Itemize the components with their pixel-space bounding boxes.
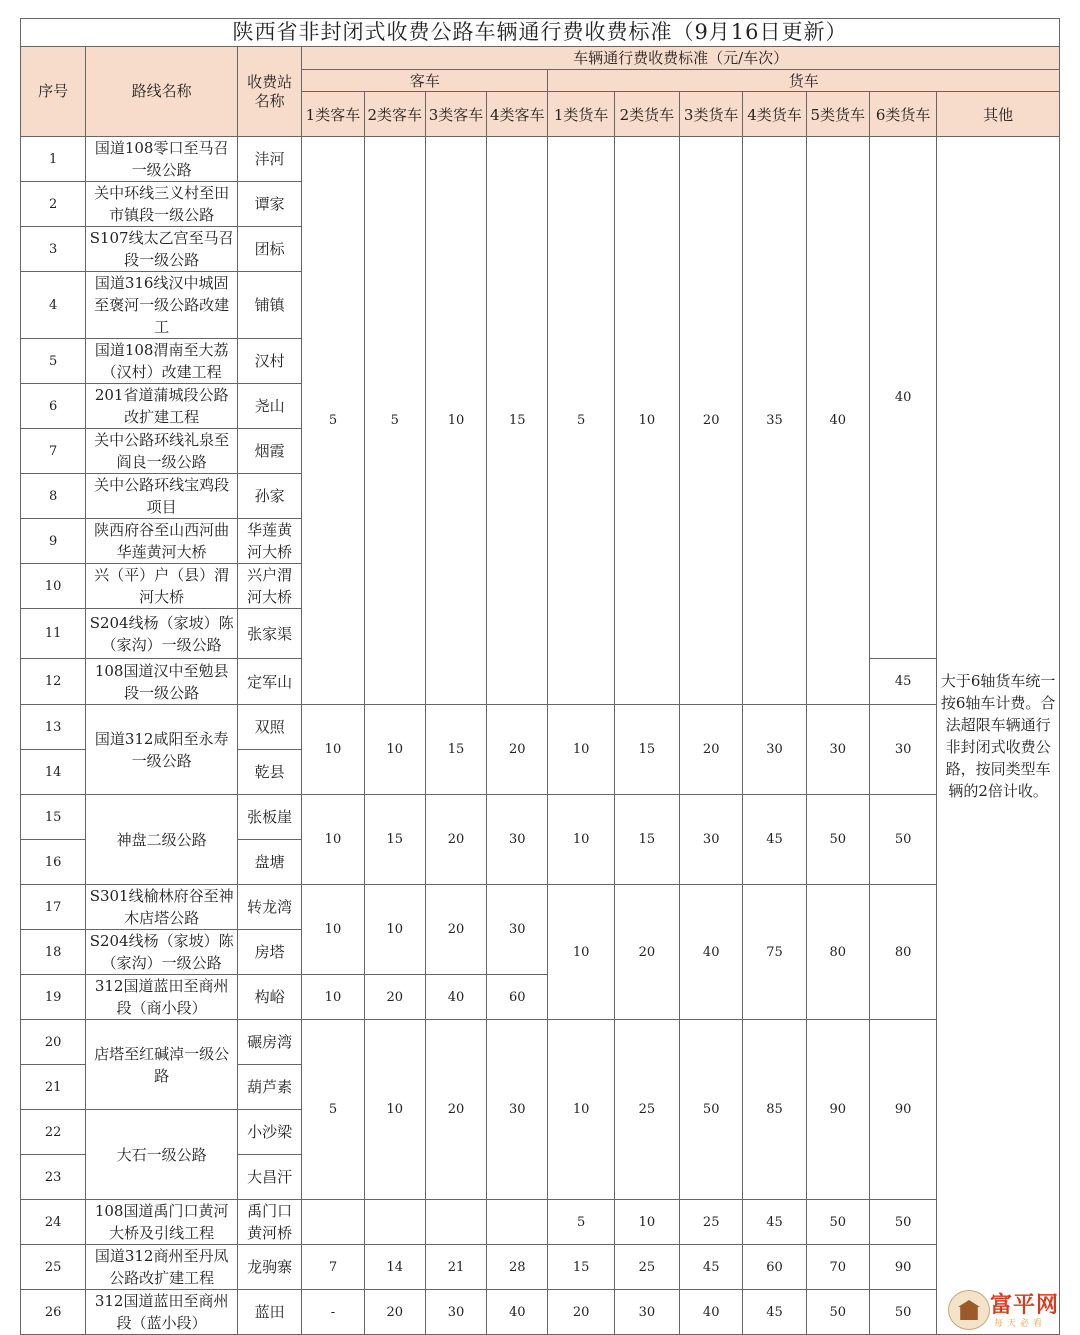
header-truck-class: 5类货车	[806, 92, 869, 137]
row-index: 7	[21, 429, 86, 474]
table-row	[21, 1245, 1060, 1290]
row-index: 22	[21, 1110, 86, 1155]
fee-cell: 50	[869, 1200, 936, 1245]
row-index: 5	[21, 339, 86, 384]
table-row	[21, 1200, 1060, 1245]
fee-cell: 10	[614, 1200, 679, 1245]
fee-cell: 10	[548, 1020, 614, 1200]
fee-cell: 20	[614, 885, 679, 1020]
fee-cell: 40	[425, 975, 486, 1020]
header-passenger-class: 4类客车	[487, 92, 548, 137]
station-name: 龙驹寨	[238, 1245, 302, 1290]
fee-cell: 30	[680, 795, 743, 885]
row-index: 8	[21, 474, 86, 519]
table-row	[21, 1020, 1060, 1065]
fee-cell: 25	[614, 1245, 679, 1290]
row-index: 17	[21, 885, 86, 930]
station-name: 房塔	[238, 930, 302, 975]
toll-table	[20, 46, 1060, 1335]
fee-cell: 30	[425, 1290, 486, 1335]
fee-cell: 30	[869, 705, 936, 795]
fee-cell: 14	[364, 1245, 425, 1290]
row-index: 4	[21, 272, 86, 339]
fee-cell: 10	[614, 137, 679, 705]
row-index: 20	[21, 1020, 86, 1065]
route-name: S301线榆林府谷至神木店塔公路	[86, 885, 238, 930]
fee-cell: 40	[680, 885, 743, 1020]
fee-cell: 15	[548, 1245, 614, 1290]
fee-cell: 10	[302, 975, 364, 1020]
station-name: 构峪	[238, 975, 302, 1020]
fee-cell-empty	[487, 1200, 548, 1245]
header-passenger-class: 2类客车	[364, 92, 425, 137]
fee-cell: 45	[743, 1290, 806, 1335]
route-name: 关中公路环线宝鸡段项目	[86, 474, 238, 519]
station-name: 乾县	[238, 750, 302, 795]
header-truck-class: 2类货车	[614, 92, 679, 137]
building-icon	[948, 1290, 990, 1330]
station-name: 烟霞	[238, 429, 302, 474]
fee-cell: 50	[806, 1200, 869, 1245]
fee-cell: 50	[869, 1290, 936, 1335]
fee-cell: 20	[425, 885, 486, 975]
fee-cell: 15	[364, 795, 425, 885]
row-index: 2	[21, 182, 86, 227]
station-name: 禹门口黄河桥	[238, 1200, 302, 1245]
row-index: 1	[21, 137, 86, 182]
station-name: 尧山	[238, 384, 302, 429]
row-index: 25	[21, 1245, 86, 1290]
fee-cell: 5	[548, 1200, 614, 1245]
header-fee-group: 车辆通行费收费标准（元/车次）	[302, 47, 1060, 70]
fee-cell-empty	[425, 1200, 486, 1245]
fee-cell: 45	[869, 659, 936, 705]
fee-cell: 40	[487, 1290, 548, 1335]
route-name: S204线杨（家坡）陈（家沟）一级公路	[86, 930, 238, 975]
fee-cell: 5	[364, 137, 425, 705]
station-name: 盘塘	[238, 840, 302, 885]
fee-cell: 10	[302, 705, 364, 795]
table-row	[21, 795, 1060, 840]
fee-cell: 20	[680, 137, 743, 705]
fee-cell: 7	[302, 1245, 364, 1290]
station-name: 团标	[238, 227, 302, 272]
fee-cell: 15	[487, 137, 548, 705]
row-index: 23	[21, 1155, 86, 1200]
route-name: 国道108零口至马召一级公路	[86, 137, 238, 182]
row-index: 24	[21, 1200, 86, 1245]
fee-cell: 20	[680, 705, 743, 795]
row-index: 19	[21, 975, 86, 1020]
fee-cell: 10	[364, 705, 425, 795]
header-passenger-class: 3类客车	[425, 92, 486, 137]
fee-cell: 20	[548, 1290, 614, 1335]
fee-cell: 15	[614, 705, 679, 795]
fee-cell: 20	[425, 1020, 486, 1200]
fee-cell: 21	[425, 1245, 486, 1290]
fee-cell: 30	[743, 705, 806, 795]
table-row	[21, 705, 1060, 750]
fee-cell: 50	[680, 1020, 743, 1200]
row-index: 18	[21, 930, 86, 975]
station-name: 张板崖	[238, 795, 302, 840]
fee-cell: 30	[614, 1290, 679, 1335]
route-name: 108国道禹门口黄河大桥及引线工程	[86, 1200, 238, 1245]
logo-brand: 富平网	[990, 1293, 1060, 1318]
header-passenger-group: 客车	[302, 70, 548, 92]
fee-cell: 90	[869, 1245, 936, 1290]
row-index: 3	[21, 227, 86, 272]
fee-cell: 10	[302, 795, 364, 885]
fee-cell: 30	[487, 1020, 548, 1200]
route-name: 312国道蓝田至商州段（商小段）	[86, 975, 238, 1020]
station-name: 谭家	[238, 182, 302, 227]
route-name: S204线杨（家坡）陈（家沟）一级公路	[86, 609, 238, 659]
route-name: 陕西府谷至山西河曲华莲黄河大桥	[86, 519, 238, 564]
fee-cell: 10	[364, 1020, 425, 1200]
header-index: 序号	[21, 47, 86, 137]
fee-cell-empty	[364, 1200, 425, 1245]
fee-cell: 30	[487, 795, 548, 885]
page-title: 陕西省非封闭式收费公路车辆通行费收费标准（9月16日更新）	[20, 18, 1060, 46]
fee-cell: 85	[743, 1020, 806, 1200]
station-name: 大昌汗	[238, 1155, 302, 1200]
fee-cell: 80	[869, 885, 936, 1020]
fee-cell: 90	[806, 1020, 869, 1200]
fee-cell: 5	[302, 1020, 364, 1200]
row-index: 26	[21, 1290, 86, 1335]
fee-cell: 20	[487, 705, 548, 795]
fee-cell: 90	[869, 1020, 936, 1200]
header-station: 收费站名称	[238, 47, 302, 137]
station-name: 铺镇	[238, 272, 302, 339]
fee-cell: 40	[680, 1290, 743, 1335]
fee-cell: 40	[806, 137, 869, 705]
fee-cell-empty	[302, 1200, 364, 1245]
route-name: 国道312咸阳至永寿一级公路	[86, 705, 238, 795]
station-name: 碾房湾	[238, 1020, 302, 1065]
fee-cell: 20	[364, 975, 425, 1020]
fee-cell: 20	[364, 1290, 425, 1335]
route-name: 国道312商州至丹凤公路改扩建工程	[86, 1245, 238, 1290]
logo-slogan: 每天必看	[994, 1319, 1047, 1329]
station-name: 孙家	[238, 474, 302, 519]
table-row	[21, 137, 1060, 182]
fee-cell: 10	[548, 795, 614, 885]
fee-cell: 25	[614, 1020, 679, 1200]
fee-cell: 45	[743, 795, 806, 885]
other-note: 大于6轴货车统一按6轴车计费。合法超限车辆通行非封闭式收费公路，按同类型车辆的2倍计收。	[937, 137, 1060, 1335]
fee-cell: 30	[487, 885, 548, 975]
fee-cell: 40	[869, 137, 936, 659]
route-name: 108国道汉中至勉县段一级公路	[86, 659, 238, 705]
route-name: 201省道蒲城段公路改扩建工程	[86, 384, 238, 429]
fee-cell: 60	[743, 1245, 806, 1290]
station-name: 沣河	[238, 137, 302, 182]
station-name: 华莲黄河大桥	[238, 519, 302, 564]
row-index: 16	[21, 840, 86, 885]
header-truck-group: 货车	[548, 70, 1060, 92]
header-truck-class: 3类货车	[680, 92, 743, 137]
station-name: 双照	[238, 705, 302, 750]
row-index: 14	[21, 750, 86, 795]
fee-cell: 15	[614, 795, 679, 885]
row-index: 11	[21, 609, 86, 659]
route-name: 国道316线汉中城固至褒河一级公路改建工	[86, 272, 238, 339]
fee-cell: 60	[487, 975, 548, 1020]
station-name: 小沙梁	[238, 1110, 302, 1155]
fee-cell: 25	[680, 1200, 743, 1245]
fee-cell: 20	[425, 795, 486, 885]
route-name: 关中公路环线礼泉至阎良一级公路	[86, 429, 238, 474]
row-index: 10	[21, 564, 86, 609]
fee-cell: 15	[425, 705, 486, 795]
fee-cell: 5	[548, 137, 614, 705]
fee-cell: 70	[806, 1245, 869, 1290]
fee-cell: 50	[806, 1290, 869, 1335]
route-name: 店塔至红碱淖一级公路	[86, 1020, 238, 1110]
row-index: 13	[21, 705, 86, 750]
header-route: 路线名称	[86, 47, 238, 137]
fee-cell: 10	[425, 137, 486, 705]
route-name: S107线太乙宫至马召段一级公路	[86, 227, 238, 272]
station-name: 兴户渭河大桥	[238, 564, 302, 609]
header-other: 其他	[937, 92, 1060, 137]
fee-cell: 10	[548, 885, 614, 1020]
station-name: 汉村	[238, 339, 302, 384]
fee-cell: 30	[806, 705, 869, 795]
fee-cell: 75	[743, 885, 806, 1020]
fee-cell: 50	[869, 795, 936, 885]
station-name: 转龙湾	[238, 885, 302, 930]
fee-cell: 10	[302, 885, 364, 975]
fee-cell: 50	[806, 795, 869, 885]
station-name: 蓝田	[238, 1290, 302, 1335]
watermark-logo	[948, 1288, 1068, 1332]
fee-cell: 45	[743, 1200, 806, 1245]
route-name: 国道108渭南至大荔（汉村）改建工程	[86, 339, 238, 384]
document-page	[20, 18, 1060, 1335]
route-name: 关中环线三义村至田市镇段一级公路	[86, 182, 238, 227]
fee-cell: -	[302, 1290, 364, 1335]
fee-cell: 5	[302, 137, 364, 705]
route-name: 神盘二级公路	[86, 795, 238, 885]
row-index: 12	[21, 659, 86, 705]
route-name: 大石一级公路	[86, 1110, 238, 1200]
fee-cell: 35	[743, 137, 806, 705]
header-truck-class: 1类货车	[548, 92, 614, 137]
header-passenger-class: 1类客车	[302, 92, 364, 137]
row-index: 6	[21, 384, 86, 429]
route-name: 312国道蓝田至商州段（蓝小段）	[86, 1290, 238, 1335]
fee-cell: 80	[806, 885, 869, 1020]
fee-cell: 10	[548, 705, 614, 795]
header-truck-class: 6类货车	[869, 92, 936, 137]
station-name: 定军山	[238, 659, 302, 705]
fee-cell: 45	[680, 1245, 743, 1290]
header-truck-class: 4类货车	[743, 92, 806, 137]
row-index: 15	[21, 795, 86, 840]
station-name: 葫芦素	[238, 1065, 302, 1110]
row-index: 21	[21, 1065, 86, 1110]
fee-cell: 10	[364, 885, 425, 975]
row-index: 9	[21, 519, 86, 564]
route-name: 兴（平）户（县）渭河大桥	[86, 564, 238, 609]
station-name: 张家渠	[238, 609, 302, 659]
table-row	[21, 1290, 1060, 1335]
fee-cell: 28	[487, 1245, 548, 1290]
table-row	[21, 885, 1060, 930]
